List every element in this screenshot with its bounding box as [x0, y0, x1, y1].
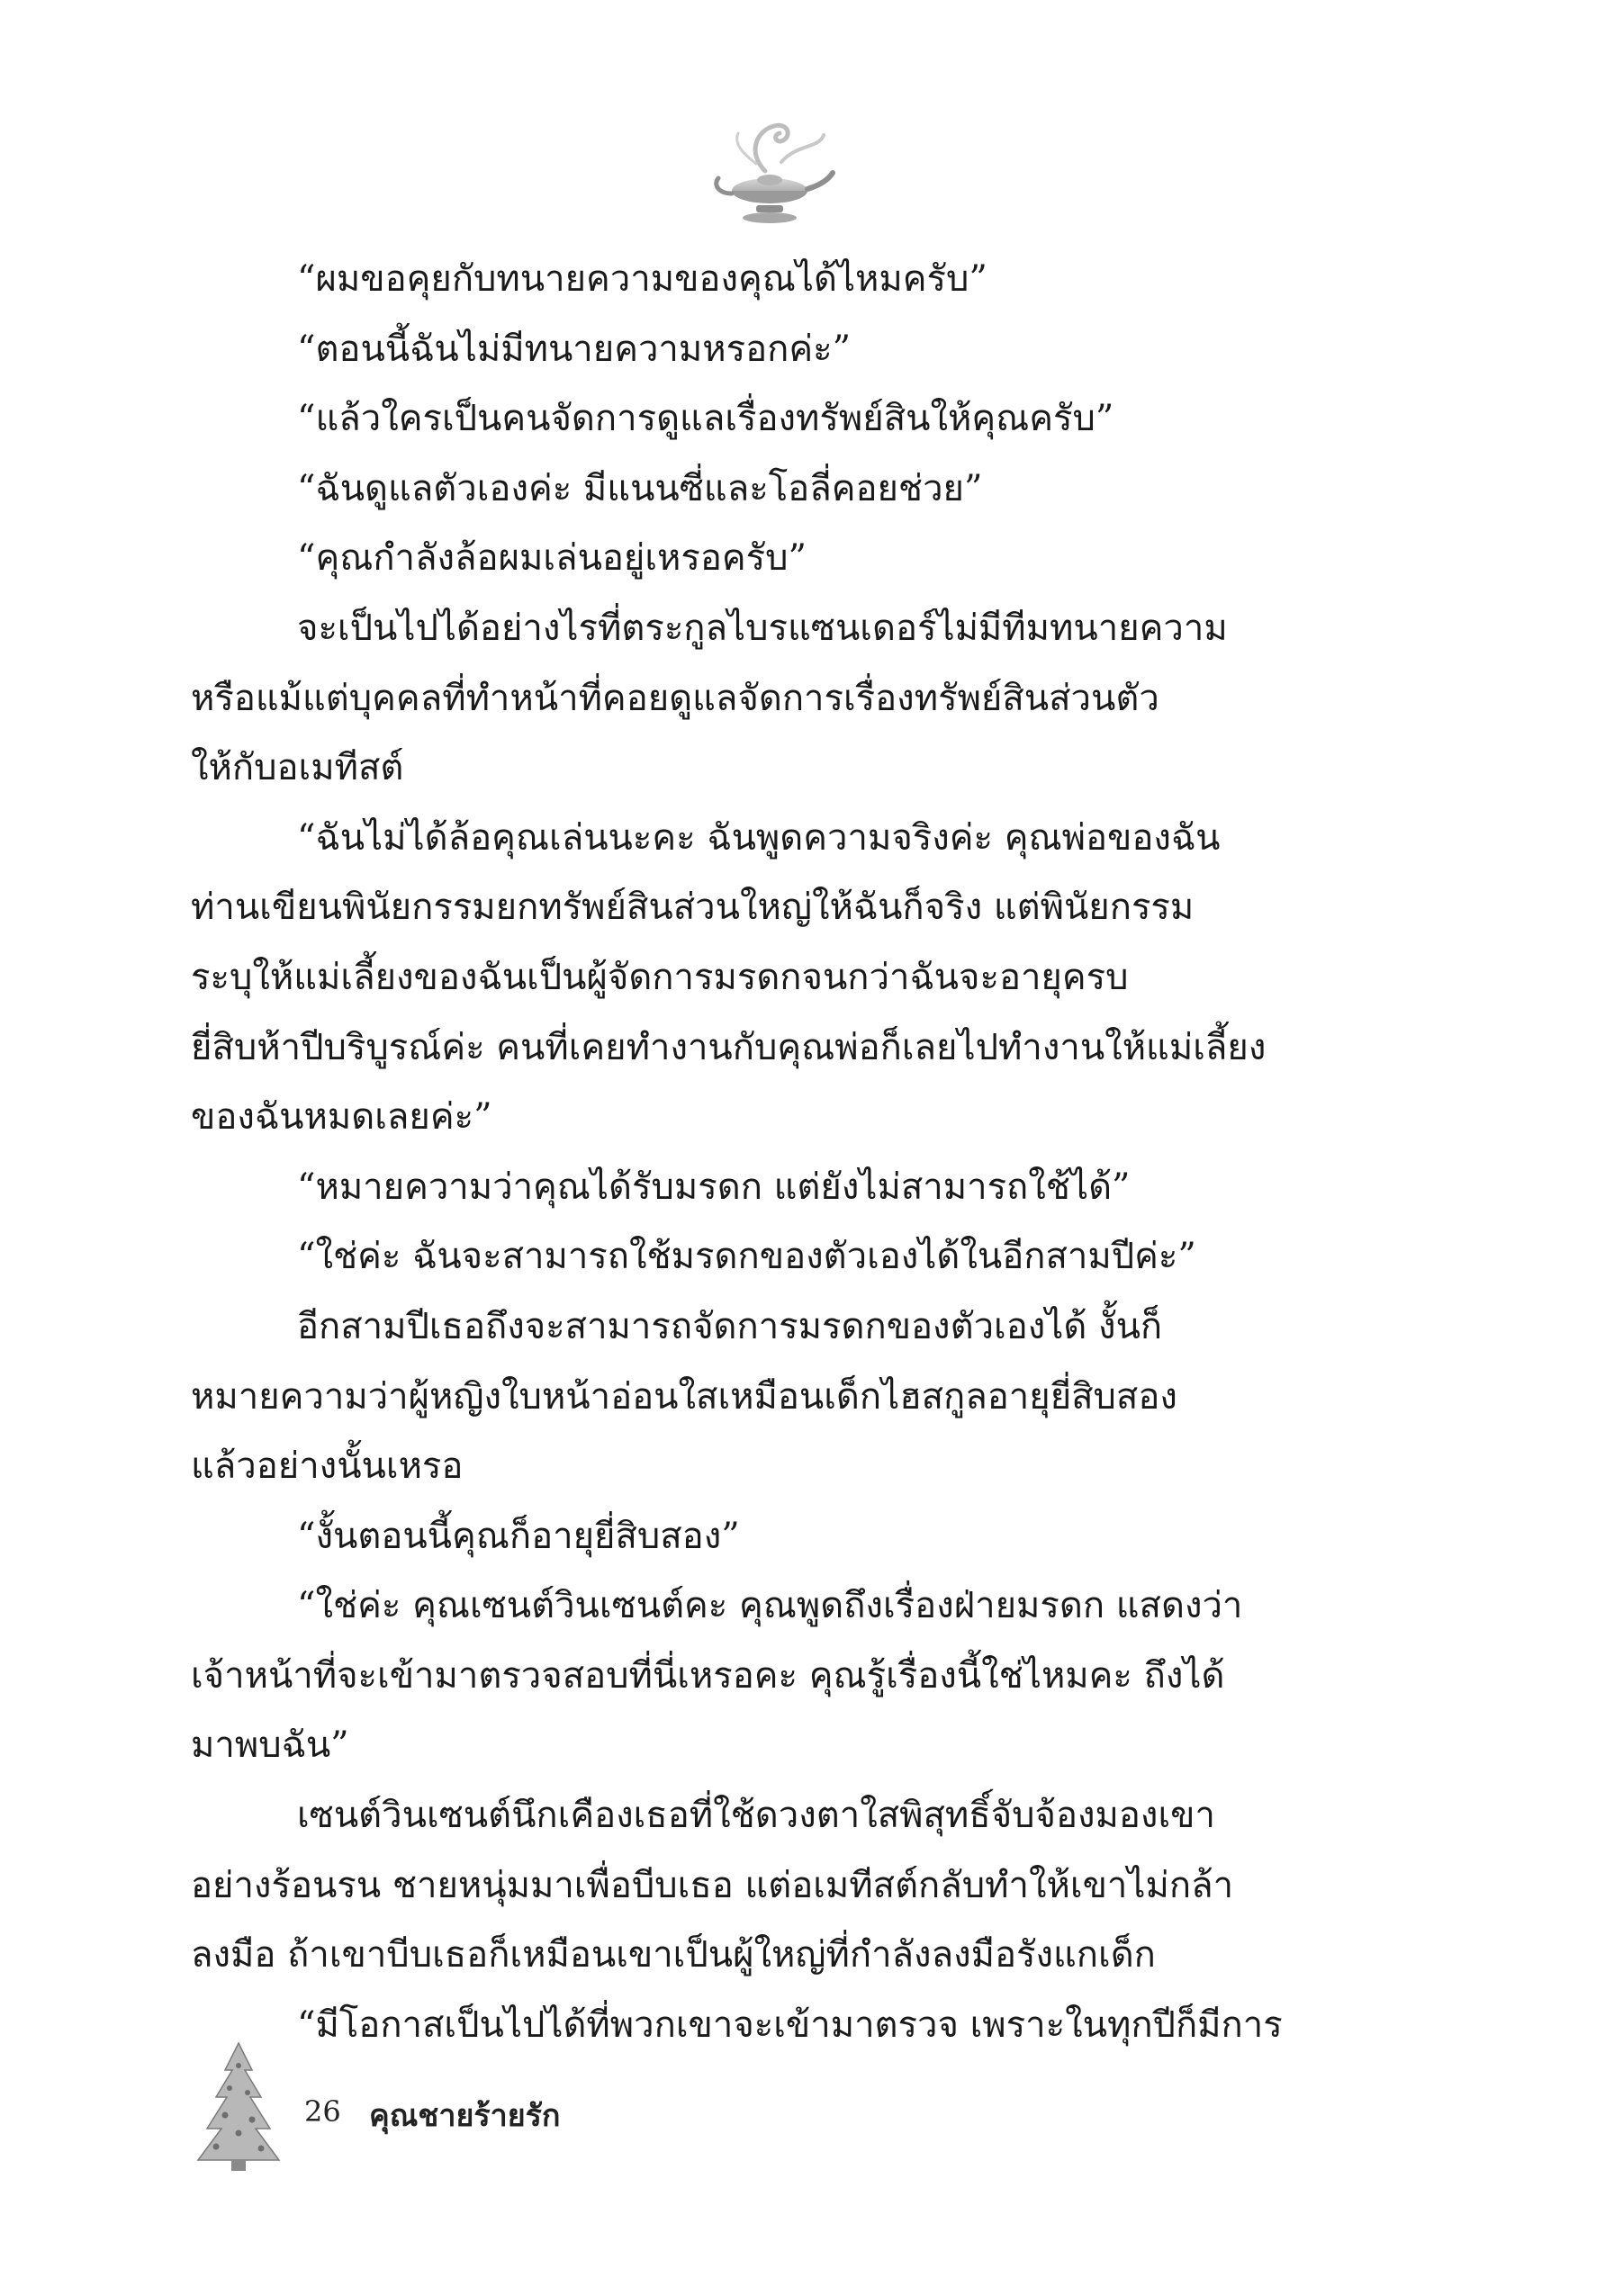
body-text [191, 245, 1334, 2060]
text-line: ระบุให้แม่เลี้ยงของฉันเป็นผู้จัดการมรดกจนกว่าฉันจะอายุครบ [191, 956, 1129, 998]
text-line: มาพบฉัน” [191, 1724, 349, 1767]
text-line: “มีโอกาสเป็นไปได้ที่พวกเขาจะเข้ามาตรวจ เพราะในทุกปีก็มีการ [297, 2003, 1283, 2046]
text-line: “ฉันไม่ได้ล้อคุณเล่นนะคะ ฉันพูดความจริงค่ะ คุณพ่อของฉัน [297, 816, 1221, 859]
page-footer [189, 2039, 819, 2174]
text-line: แล้วอย่างนั้นเหรอ [191, 1445, 464, 1488]
text-line: “คุณกำลังล้อผมเล่นอยู่เหรอครับ” [297, 537, 807, 580]
text-line: “ผมขอคุยกับทนายความของคุณได้ไหมครับ” [297, 258, 987, 300]
text-line: “ฉันดูแลตัวเองค่ะ มีแนนซี่และโอลี่คอยช่วย” [297, 467, 983, 509]
text-line: หมายความว่าผู้หญิงใบหน้าอ่อนใสเหมือนเด็กไฮสกูลอายุยี่สิบสอง [191, 1375, 1177, 1418]
text-line: “แล้วใครเป็นคนจัดการดูแลเรื่องทรัพย์สินให้คุณครับ” [297, 398, 1114, 440]
text-line: “ใช่ค่ะ คุณเซนต์วินเซนต์คะ คุณพูดถึงเรื่องฝ่ายมรดก แสดงว่า [297, 1585, 1243, 1627]
text-line: เจ้าหน้าที่จะเข้ามาตรวจสอบที่นี่เหรอคะ คุณรู้เรื่องนี้ใช่ไหมคะ ถึงได้ [191, 1654, 1225, 1697]
text-line: อย่างร้อนรน ชายหนุ่มมาเพื่อบีบเธอ แต่อเมทีสต์กลับทำให้เขาไม่กล้า [191, 1864, 1234, 1906]
book-title: คุณชายร้ายรัก [369, 2098, 561, 2134]
text-line: หรือแม้แต่บุคคลที่ทำหน้าที่คอยดูแลจัดการเรื่องทรัพย์สินส่วนตัว [191, 677, 1159, 719]
text-line: “หมายความว่าคุณได้รับมรดก แต่ยังไม่สามารถใช้ได้” [297, 1166, 1131, 1208]
genie-lamp-icon [702, 108, 837, 234]
text-line: ให้กับอเมทีสต์ [191, 747, 404, 789]
page-number: 26 [304, 2094, 341, 2129]
text-line: ท่านเขียนพินัยกรรมยกทรัพย์สินส่วนใหญ่ให้ฉันก็จริง แต่พินัยกรรม [191, 887, 1195, 929]
text-line: “ตอนนี้ฉันไม่มีทนายความหรอกค่ะ” [297, 328, 852, 370]
text-line: จะเป็นไปได้อย่างไรที่ตระกูลไบรแซนเดอร์ไม่มีทีมทนายความ [297, 607, 1228, 649]
text-line: “ใช่ค่ะ ฉันจะสามารถใช้มรดกของตัวเองได้ในอีกสามปีค่ะ” [297, 1236, 1196, 1278]
text-line: ลงมือ ถ้าเขาบีบเธอก็เหมือนเขาเป็นผู้ใหญ่ที่กำลังลงมือรังแกเด็ก [191, 1934, 1156, 1976]
text-line: ของฉันหมดเลยค่ะ” [191, 1096, 492, 1139]
text-line: อีกสามปีเธอถึงจะสามารถจัดการมรดกของตัวเองได้ งั้นก็ [297, 1305, 1163, 1347]
text-line: เซนต์วินเซนต์นึกเคืองเธอที่ใช้ดวงตาใสพิสุทธิ์จับจ้องมองเขา [297, 1795, 1215, 1837]
text-line: ยี่สิบห้าปีบริบูรณ์ค่ะ คนที่เคยทำงานกับคุณพ่อก็เลยไปทำงานให้แม่เลี้ยง [191, 1026, 1267, 1068]
text-line: “งั้นตอนนี้คุณก็อายุยี่สิบสอง” [297, 1515, 740, 1557]
christmas-tree-icon [189, 2039, 288, 2174]
